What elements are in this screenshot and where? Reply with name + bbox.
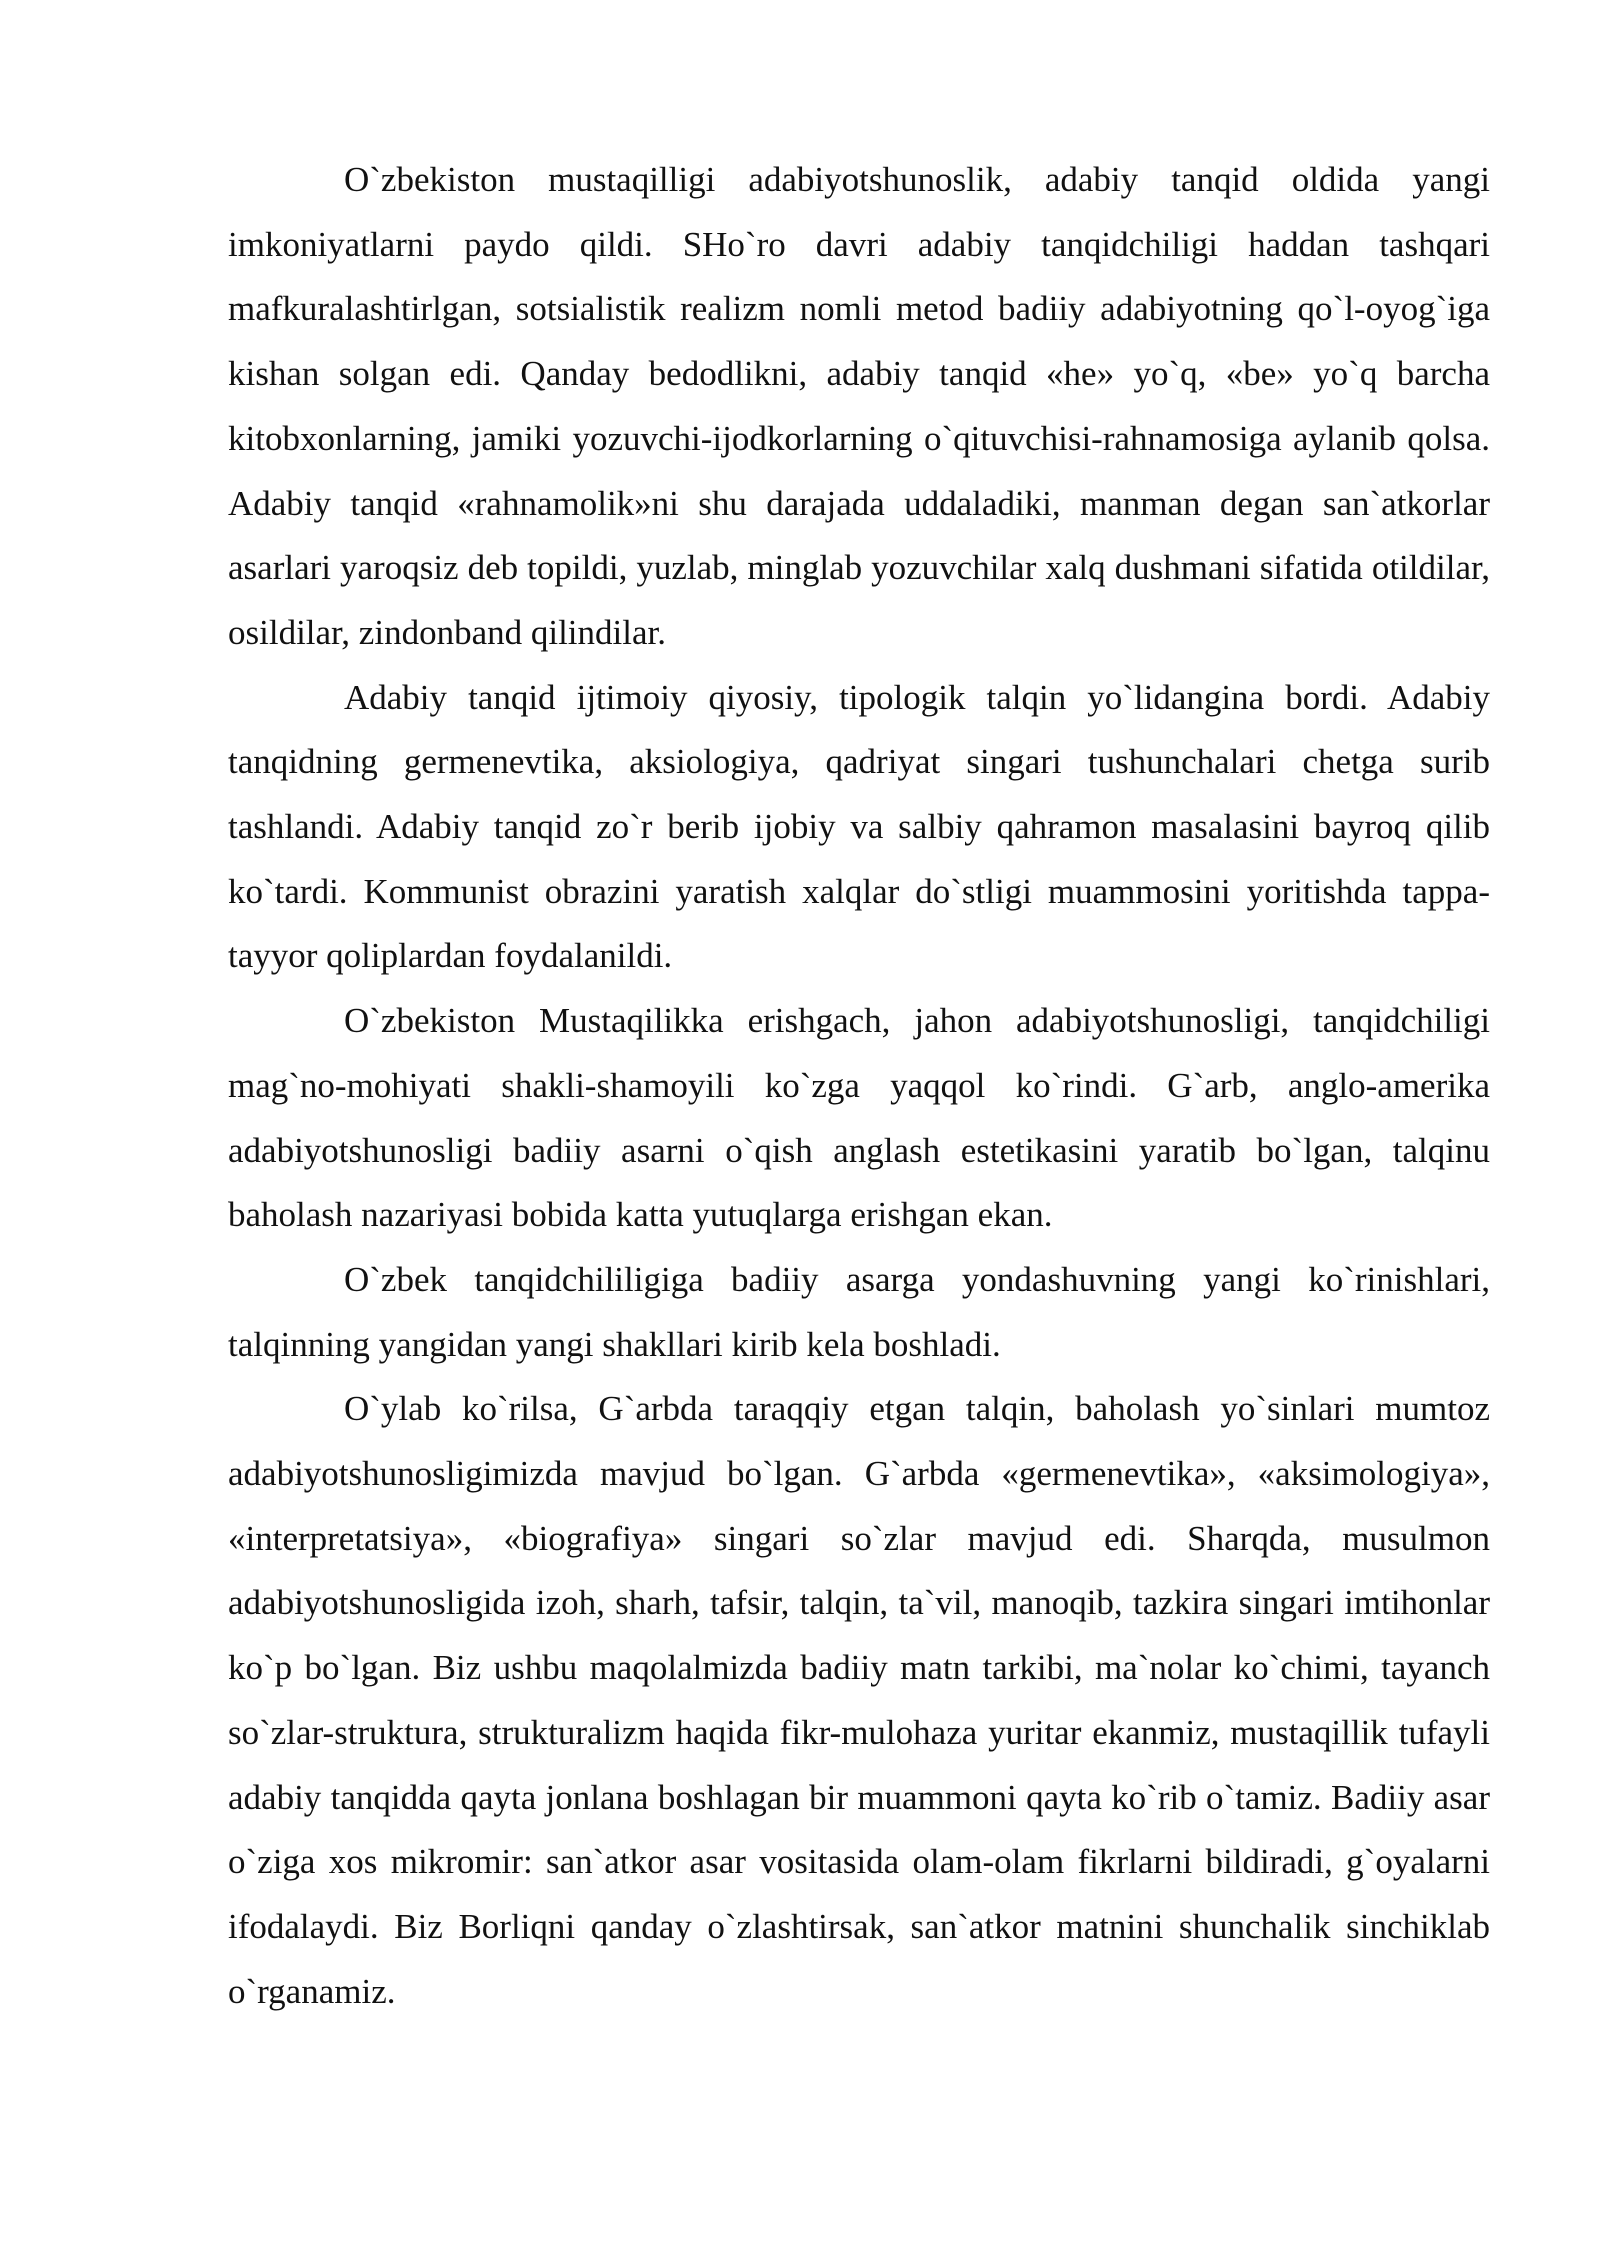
paragraph-world-literary-studies: O`zbekiston Mustaqilikka erishgach, jahon adabiyotshunosligi, tanqidchiligi mag`no-mohiyati shakli-shamoyili ko`zga yaqqol ko`rindi. G`arb, anglo-amerika adabiyotshunosligi badiiy asarni o`qish anglash estetikasini yaratib bo`lgan, talqinu baholash nazariyasi bobida katta yutuqlarga erishgan ekan. (228, 1001, 1490, 1235)
paragraph-eastern-western-methods: O`ylab ko`rilsa, G`arbda taraqqiy etgan talqin, baholash yo`sinlari mumtoz adabiyotshunosligimizda mavjud bo`lgan. G`arbda «germenevtika», «aksimologiya», «interpretatsiya», «biografiya» singari so`zlar mavjud edi. Sharqda, musulmon adabiyotshunosligida izoh, sharh, tafsir, talqin, ta`vil, manoqib, tazkira singari imtihonlar ko`p bo`lgan. Biz ushbu maqolalmizda badiiy matn tarkibi, ma`nolar ko`chimi, tayanch so`zlar-struktura, strukturalizm haqida fikr-mulohaza yuritar ekanmiz, mustaqillik tufayli adabiy tanqidda qayta jonlana boshlagan bir muammoni qayta ko`rib o`tamiz. Badiiy asar o`ziga xos mikromir: san`atkor asar vositasida olam-olam fikrlarni bildiradi, g`oyalarni ifodalaydi. Biz Borliqni qanday o`zlashtirsak, san`atkor matnini shunchalik sinchiklab o`rganamiz. (228, 1389, 1490, 2011)
paragraph-independence-opportunities: O`zbekiston mustaqilligi adabiyotshunoslik, adabiy tanqid oldida yangi imkoniyatlarni paydo qildi. SHo`ro davri adabiy tanqidchiligi haddan tashqari mafkuralashtirlgan, sotsialistik realizm nomli metod badiiy adabiyotning qo`l-oyog`iga kishan solgan edi. Qanday bedodlikni, adabiy tanqid «he» yo`q, «be» yo`q barcha kitobxonlarning, jamiki yozuvchi-ijodkorlarning o`qituvchisi-rahnamosiga aylanib qolsa. Adabiy tanqid «rahnamolik»ni shu darajada uddaladiki, manman degan san`atkorlar asarlari yaroqsiz deb topildi, yuzlab, minglab yozuvchilar xalq dushmani sifatida otildilar, osildilar, zindonband qilindilar. (228, 160, 1490, 652)
paragraph-literary-criticism-typology: Adabiy tanqid ijtimoiy qiyosiy, tipologik talqin yo`lidangina bordi. Adabiy tanqidning germenevtika, aksiologiya, qadriyat singari tushunchalari chetga surib tashlandi. Adabiy tanqid zo`r berib ijobiy va salbiy qahramon masalasini bayroq qilib ko`tardi. Kommunist obrazini yaratish xalqlar do`stligi muammosini yoritishda tappa-tayyor qoliplardan foydalanildi. (228, 677, 1490, 976)
document-page (228, 148, 1490, 2024)
paragraph-new-interpretation-forms: O`zbek tanqidchililigiga badiiy asarga yondashuvning yangi ko`rinishlari, talqinning yangidan yangi shakllari kirib kela boshladi. (228, 1259, 1490, 1364)
